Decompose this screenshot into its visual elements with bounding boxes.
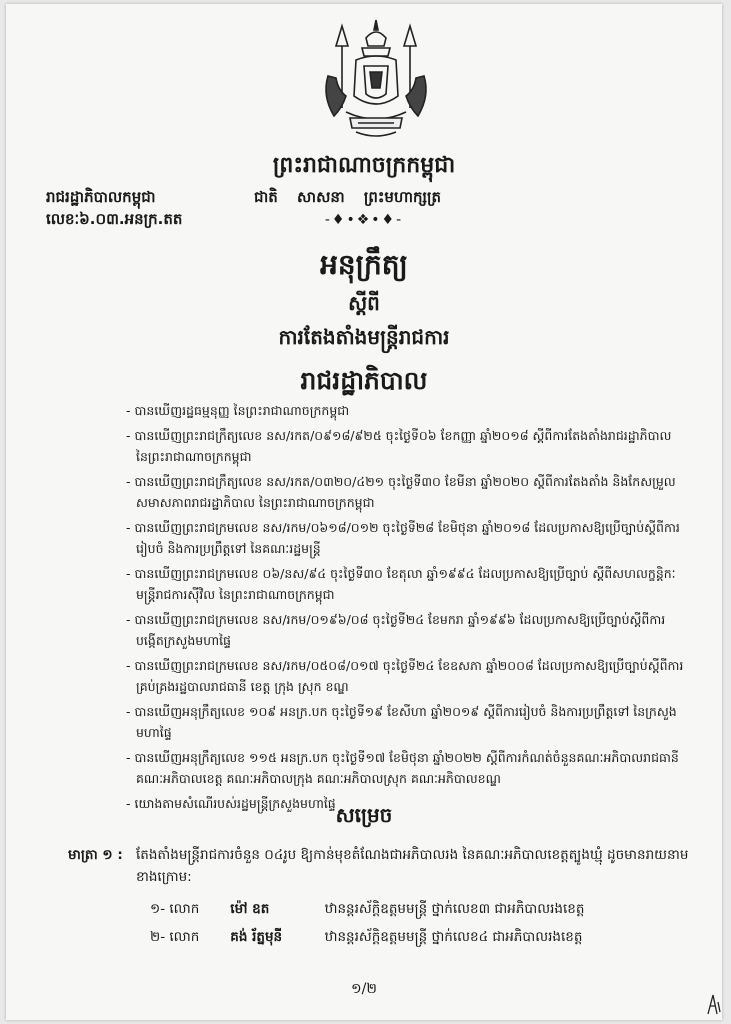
appointee-index: ២- លោក bbox=[150, 929, 200, 945]
reference-item: - បានឃើញព្រះរាជក្រមលេខ ០៦/នស/៩៤ ចុះថ្ងៃទី៣០ ខែតុលា ឆ្នាំ១៩៩៤ ដែលប្រកាសឱ្យប្រើច្បាប់ ស្តីពីសហលក្ខន្តិកៈមន្ត្រីរាជការស៊ីវិល នៃព្រះរាជាណាចក្រកម្ពុជា bbox=[126, 566, 676, 602]
appointee-rank: ឋានន្តរស័ក្តិឧត្តមមន្ត្រី ថ្នាក់លេខ៣ ជាអភិបាលរងខេត្ត bbox=[324, 901, 585, 917]
legal-references-list bbox=[126, 400, 686, 818]
article-label: មាត្រា ១ : bbox=[68, 847, 123, 863]
document-subject: ការតែងតាំងមន្ត្រីរាជការ bbox=[278, 325, 450, 349]
reference-item: - បានឃើញព្រះរាជក្រមលេខ នស/រកម/០៥០៨/០១៧ ចុះថ្ងៃទី២៤ ខែឧសភា ឆ្នាំ២០០៨ ដែលប្រកាសឱ្យប្រើច្បាប់ស្តីពីការគ្រប់គ្រងរដ្ឋបាលរាជធានី ខេត្ត ក្រុង ស្រុក ខណ្ឌ bbox=[126, 658, 684, 694]
subject-label: ស្តីពី bbox=[348, 291, 380, 315]
appointee-rank: ឋានន្តរស័ក្តិឧត្តមមន្ត្រី ថ្នាក់លេខ៤ ជាអភិបាលរងខេត្ត bbox=[324, 929, 583, 945]
appointee-row bbox=[150, 928, 582, 948]
appointee-row bbox=[150, 900, 584, 920]
document-title: អនុក្រឹត្យ bbox=[320, 248, 408, 281]
reference-item: - បានឃើញព្រះរាជក្រមលេខ នស/រកម/០១៩៦/០៨ ចុះថ្ងៃទី២៤ ខែមករា ឆ្នាំ១៩៩៦ ដែលប្រកាសឱ្យប្រើច្បាប់ស្តីពីការបង្កើតក្រសួងមហាផ្ទៃ bbox=[126, 612, 666, 648]
page-number: ១/២ bbox=[351, 981, 377, 997]
reference-item: - បានឃើញព្រះរាជក្រឹត្យលេខ នស/រកត/០៩១៨/៩២៥ ចុះថ្ងៃទី០៦ ខែកញ្ញា ឆ្នាំ២០១៨ ស្តីពីការតែងតាំងរាជរដ្ឋាភិបាល នៃព្រះរាជាណាចក្រកម្ពុជា bbox=[126, 428, 672, 464]
handwritten-initials-icon bbox=[706, 992, 722, 1016]
appointee-name: ម៉ៅ ឧត bbox=[230, 901, 270, 917]
reference-item: - បានឃើញរដ្ឋធម្មនុញ្ញ នៃព្រះរាជាណាចក្រកម្ពុជា bbox=[126, 403, 350, 418]
reference-item: - បានឃើញអនុក្រឹត្យលេខ ១១៥ អនក្រ.បក ចុះថ្ងៃទី១៧ ខែមិថុនា ឆ្នាំ២០២២ ស្តីពីការកំណត់ចំនួនគណៈអភិបាលរាជធានី គណៈអភិបាលខេត្ត គណៈអភិបាលក្រុង គណៈអភិបាលស្រុក គណៈអភិបាលខណ្ឌ bbox=[126, 750, 679, 786]
government-name: រាជរដ្ឋាភិបាលកម្ពុជា bbox=[46, 188, 156, 206]
divider-ornament: -♦•❖•♦- bbox=[324, 212, 404, 228]
reference-item: - បានឃើញអនុក្រឹត្យលេខ ១០៩ អនក្រ.បក ចុះថ្ងៃទី១៩ ខែសីហា ឆ្នាំ២០១៩ ស្តីពីការរៀបចំ និងការប្រព្រឹត្តទៅ នៃក្រសួងមហាផ្ទៃ bbox=[126, 704, 677, 740]
kingdom-heading: ព្រះរាជាណាចក្រកម្ពុជា bbox=[272, 153, 456, 178]
reference-item: - យោងតាមសំណើរបស់រដ្ឋមន្ត្រីក្រសួងមហាផ្ទៃ bbox=[126, 796, 336, 811]
reference-number: លេខៈ៦.០៣.អនក្រ.តត bbox=[46, 210, 183, 228]
reference-item: - បានឃើញព្រះរាជក្រឹត្យលេខ នស/រកត/០៣២០/៤២១ ចុះថ្ងៃទី៣០ ខែមីនា ឆ្នាំ២០២០ ស្តីពីការតែងតាំង និងកែសម្រួលសមាសភាពរាជរដ្ឋាភិបាល នៃព្រះរាជាណាចក្រកម្ពុជា bbox=[126, 474, 676, 510]
issuing-authority: រាជរដ្ឋាភិបាល bbox=[300, 366, 428, 395]
royal-coat-of-arms-icon bbox=[316, 16, 436, 141]
appointee-name: គង់ រ័ត្នមុនី bbox=[230, 929, 283, 945]
document-page bbox=[6, 4, 722, 1020]
reference-item: - បានឃើញព្រះរាជក្រមលេខ នស/រកម/០៦១៨/០១២ ចុះថ្ងៃទី២៨ ខែមិថុនា ឆ្នាំ២០១៨ ដែលប្រកាសឱ្យប្រើច្បាប់ស្តីពីការរៀបចំ និងការប្រព្រឹត្តទៅ នៃគណៈរដ្ឋមន្ត្រី bbox=[126, 520, 680, 556]
decision-heading: សម្រេច bbox=[335, 803, 393, 827]
appointee-index: ១- លោក bbox=[150, 901, 200, 917]
national-motto: ជាតិ សាសនា ព្រះមហាក្សត្រ bbox=[254, 188, 441, 206]
article-text: តែងតាំងមន្ត្រីរាជការចំនួន ០៤រូប ឱ្យកាន់មុខតំណែងជាអភិបាលរង នៃគណៈអភិបាលខេត្តត្បូងឃ្មុំ ដូចមានរាយនាមខាងក្រោម: bbox=[136, 847, 689, 885]
